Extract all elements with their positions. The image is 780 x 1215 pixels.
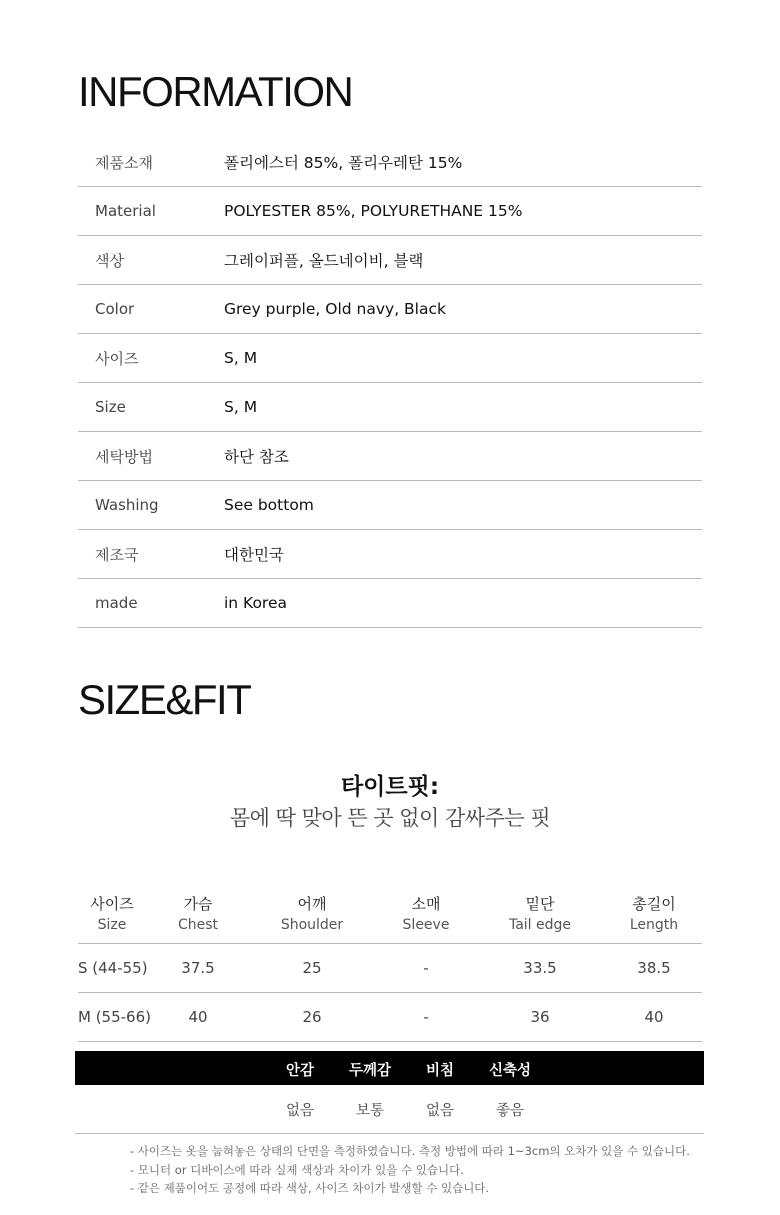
info-label: 세탁방법 [95, 447, 153, 466]
note-variance: - 같은 제품이어도 공정에 따라 색상, 사이즈 차이가 발생할 수 있습니다. [130, 1181, 490, 1195]
chest-value: 37.5 [181, 959, 215, 977]
size-label: M (55-66) [78, 1008, 152, 1026]
info-label: made [95, 594, 138, 612]
attr-thickness-value: 보통 [355, 1103, 385, 1119]
info-row-origin-en [78, 579, 702, 628]
info-value: 폴리에스터 85%, 폴리우레탄 15% [224, 154, 463, 172]
header-shoulder-ko: 어깨 [297, 895, 327, 913]
header-size-ko: 사이즈 [90, 895, 134, 913]
information-table [78, 138, 702, 628]
size-fit-title: SIZE&FIT [78, 676, 251, 723]
info-label: 제조국 [95, 545, 139, 564]
info-label: 제품소재 [95, 153, 153, 172]
table-row [78, 993, 702, 1042]
header-sleeve-en: Sleeve [402, 917, 450, 933]
info-value: in Korea [224, 594, 287, 612]
length-value: 38.5 [637, 959, 671, 977]
info-label: Material [95, 202, 156, 220]
header-length-ko: 총길이 [632, 895, 676, 913]
info-value: 하단 참조 [224, 448, 289, 466]
info-row-origin-ko [78, 530, 702, 579]
size-table [78, 888, 702, 1042]
info-row-material-en [78, 187, 702, 236]
info-label: Size [95, 398, 126, 416]
header-chest-ko: 가슴 [183, 895, 213, 913]
fabric-attributes-header [75, 1051, 704, 1085]
header-chest-en: Chest [177, 917, 219, 933]
sleeve-value: - [423, 1008, 429, 1026]
info-value: S, M [224, 398, 258, 416]
attr-sheerness-label: 비침 [425, 1063, 455, 1079]
info-row-size-en [78, 383, 702, 432]
info-label: Washing [95, 496, 159, 514]
header-sleeve-ko: 소매 [411, 895, 441, 913]
fit-description: 몸에 딱 맞아 뜬 곳 없이 감싸주는 핏 [229, 806, 551, 830]
information-title: INFORMATION [78, 68, 353, 115]
info-value: POLYESTER 85%, POLYURETHANE 15% [224, 202, 523, 220]
attr-lining-value: 없음 [285, 1103, 315, 1119]
info-value: S, M [224, 349, 258, 367]
info-value: 대한민국 [224, 546, 284, 564]
size-notes [130, 1142, 690, 1198]
shoulder-value: 26 [302, 1008, 322, 1026]
info-row-washing-ko [78, 432, 702, 481]
shoulder-value: 25 [302, 959, 322, 977]
chest-value: 40 [188, 1008, 208, 1026]
info-row-material-ko [78, 138, 702, 187]
header-size-en: Size [97, 917, 127, 933]
tail-value: 33.5 [523, 959, 557, 977]
size-table-header [78, 888, 702, 944]
attr-stretch-label: 신축성 [488, 1063, 532, 1079]
attr-lining-label: 안감 [285, 1063, 315, 1079]
table-row [78, 944, 702, 993]
info-label: Color [95, 300, 135, 318]
info-value: Grey purple, Old navy, Black [224, 300, 446, 318]
note-color: - 모니터 or 디바이스에 따라 실제 색상과 차이가 있을 수 있습니다. [130, 1162, 464, 1177]
tail-value: 36 [530, 1008, 550, 1026]
attr-stretch-value: 좋음 [495, 1103, 525, 1119]
fit-name: 타이트핏: [340, 774, 440, 800]
header-shoulder-en: Shoulder [280, 917, 344, 933]
attr-thickness-label: 두께감 [348, 1063, 392, 1079]
size-label: S (44-55) [78, 959, 148, 977]
info-value: 그레이퍼플, 올드네이비, 블랙 [224, 252, 424, 270]
info-row-color-en [78, 285, 702, 334]
info-value: See bottom [224, 496, 314, 514]
sleeve-value: - [423, 959, 429, 977]
header-tail-ko: 밑단 [525, 895, 555, 913]
info-row-washing-en [78, 481, 702, 530]
info-row-color-ko [78, 236, 702, 285]
note-measurement: - 사이즈는 옷을 눕혀놓은 상태의 단면을 측정하였습니다. 측정 방법에 따라 1~3cm의 오차가 있을 수 있습니다. [130, 1144, 690, 1158]
length-value: 40 [644, 1008, 664, 1026]
header-length-en: Length [629, 917, 679, 933]
info-label: 색상 [95, 251, 124, 270]
info-row-size-ko [78, 334, 702, 383]
info-label: 사이즈 [95, 349, 139, 368]
header-tail-en: Tail edge [508, 917, 572, 933]
fabric-attributes-values [75, 1085, 704, 1134]
attr-sheerness-value: 없음 [425, 1103, 455, 1119]
